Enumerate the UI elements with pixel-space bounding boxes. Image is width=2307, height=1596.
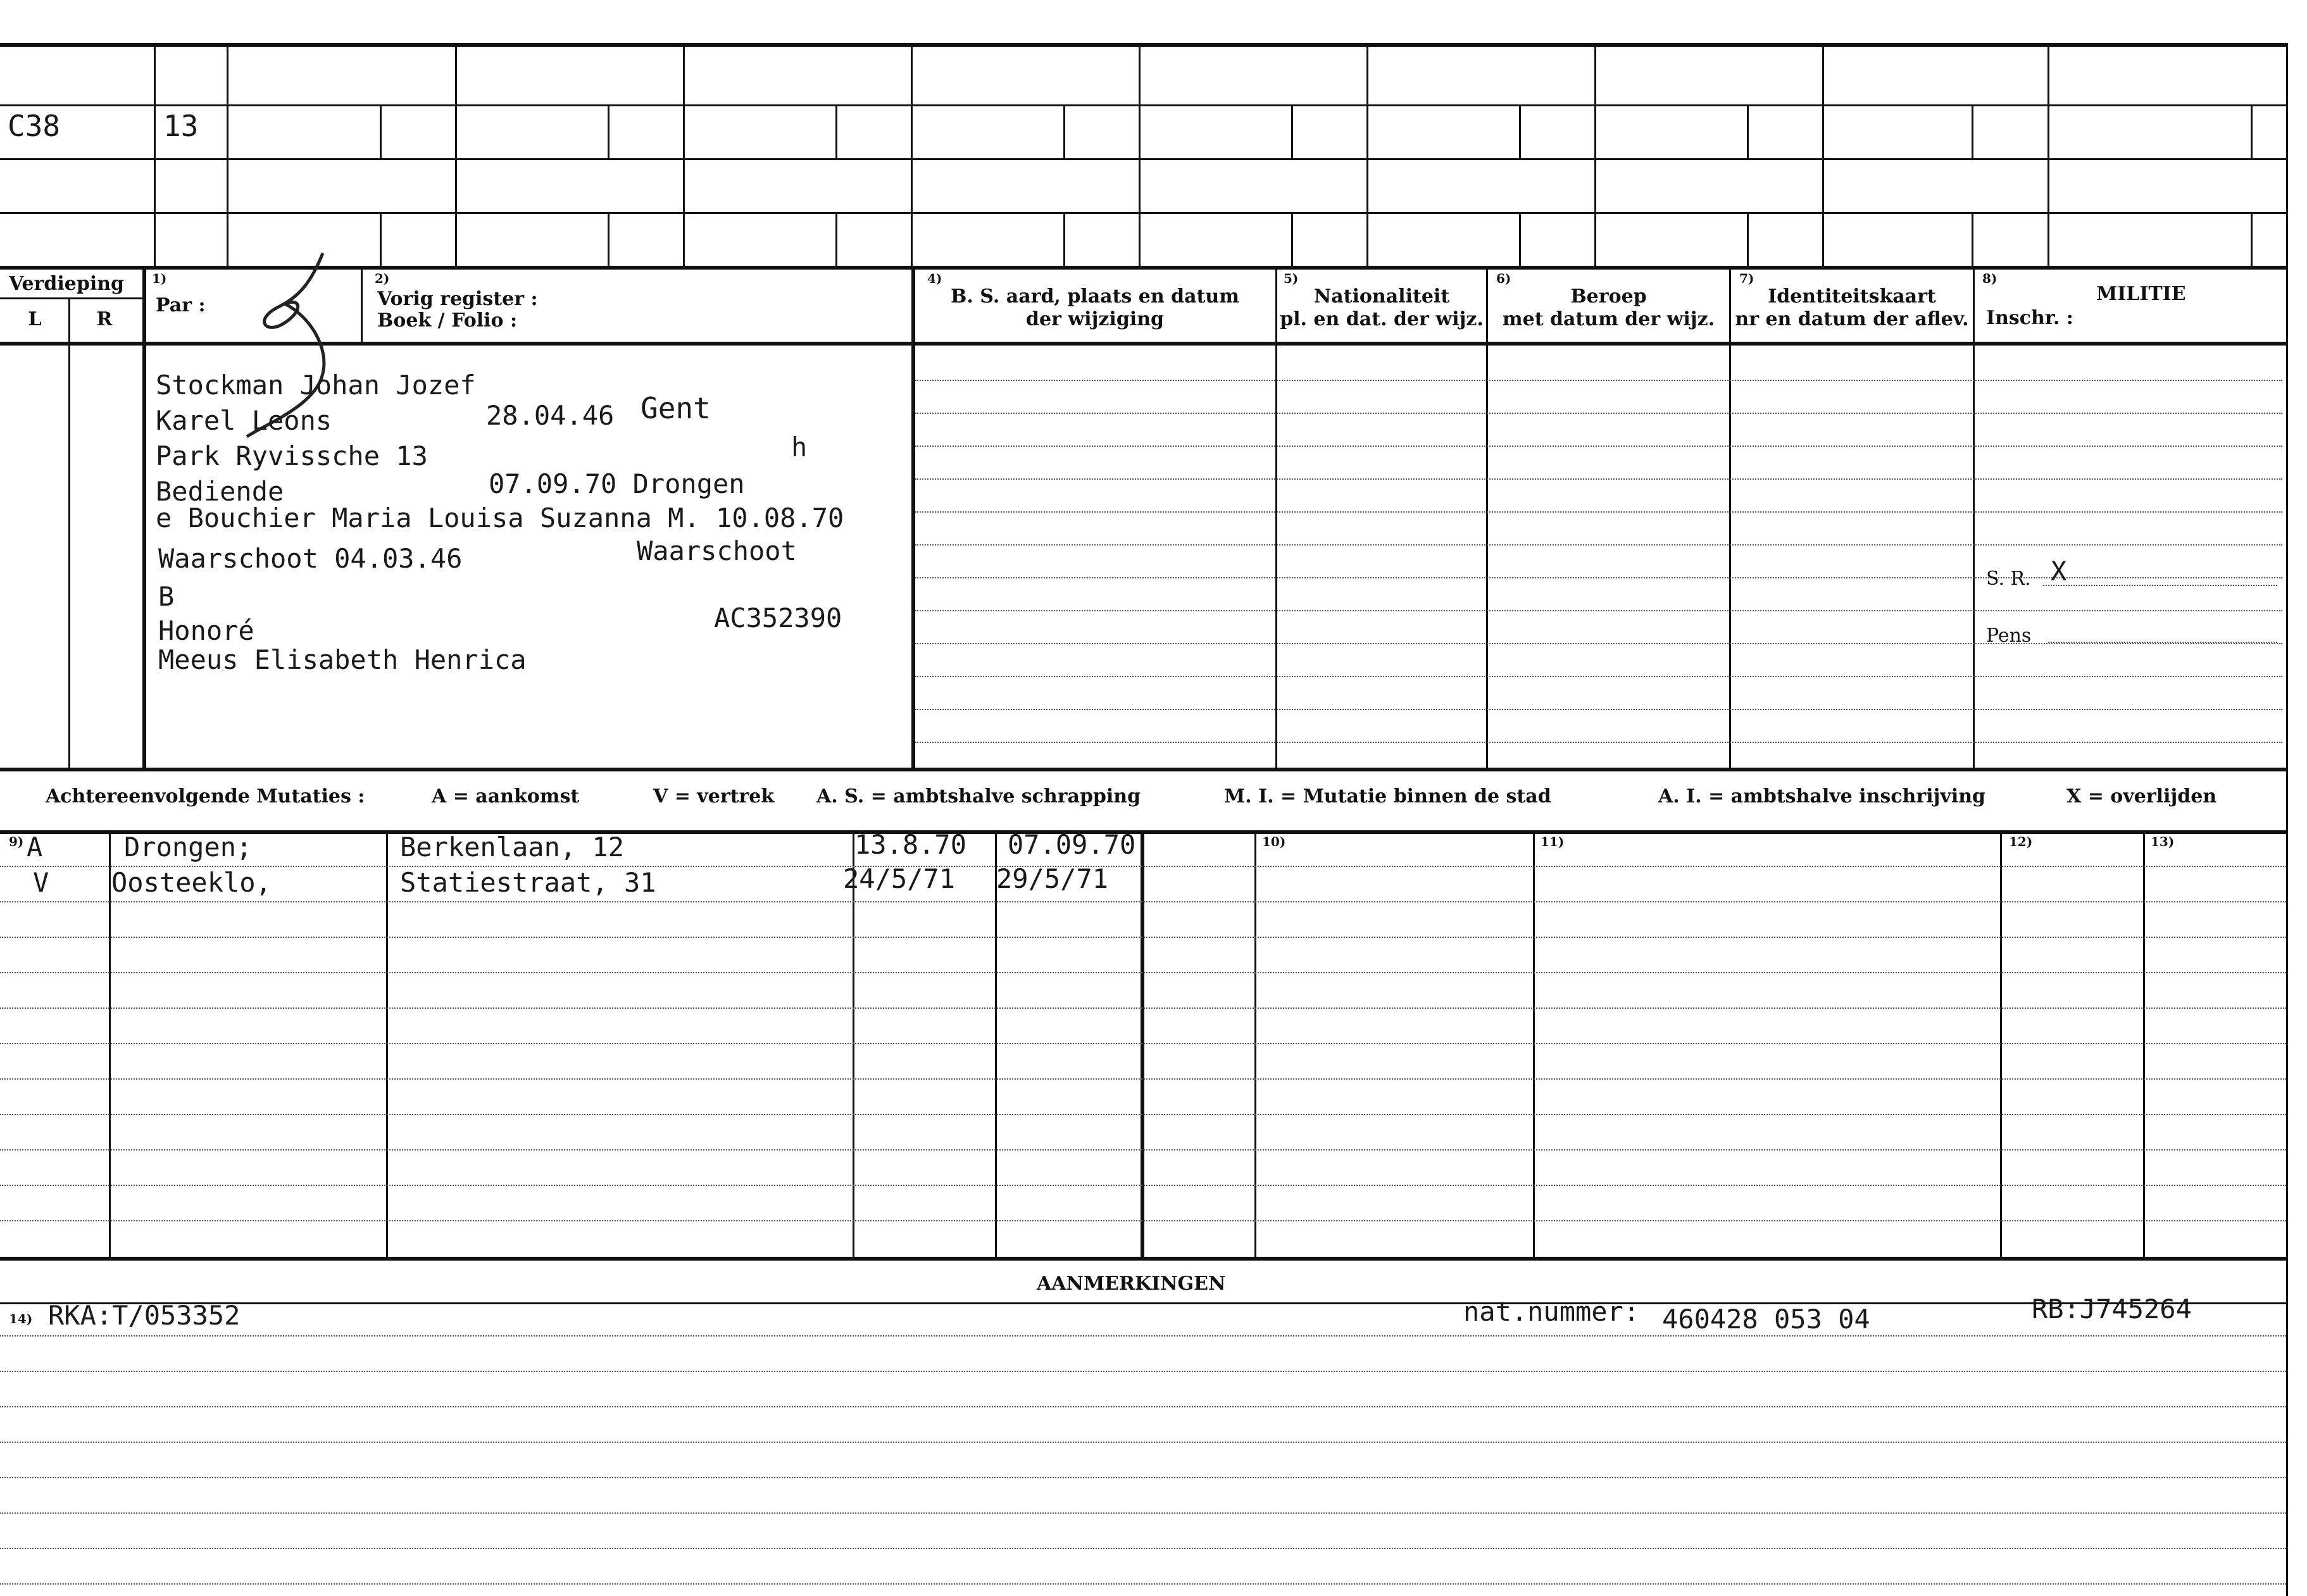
person-line-6b: Waarschoot bbox=[637, 535, 797, 566]
person-line-4a: Bediende bbox=[156, 476, 284, 507]
vorig-register-label: Vorig register : bbox=[377, 288, 538, 310]
field-number-8: 8) bbox=[1982, 271, 1998, 286]
pens-label: Pens bbox=[1986, 625, 2032, 647]
legend-a: A = aankomst bbox=[432, 785, 580, 807]
mutatie-type: V bbox=[33, 867, 49, 898]
sr-value: X bbox=[2051, 556, 2067, 587]
par-label: Par : bbox=[156, 294, 206, 316]
person-line-4b: 07.09.70 Drongen bbox=[489, 468, 745, 499]
field-number-2: 2) bbox=[375, 271, 390, 286]
person-line-7: B bbox=[158, 581, 175, 612]
bs-label-2: der wijziging bbox=[1026, 308, 1164, 330]
person-line-6a: Waarschoot 04.03.46 bbox=[158, 543, 463, 574]
militie-label: MILITIE bbox=[2096, 283, 2186, 305]
col-number-10: 10) bbox=[1262, 834, 1286, 849]
nationaliteit-label-1: Nationaliteit bbox=[1313, 285, 1450, 308]
boek-folio-label: Boek / Folio : bbox=[377, 309, 518, 332]
identiteitskaart-label-1: Identiteitskaart bbox=[1768, 285, 1936, 308]
top-cell-2: 13 bbox=[163, 109, 199, 143]
person-line-3b: h bbox=[791, 432, 808, 463]
beroep-label-1: Beroep bbox=[1570, 285, 1647, 308]
mutatie-address: Berkenlaan, 12 bbox=[400, 832, 625, 863]
identiteitskaart-label-2: nr en datum der aflev. bbox=[1735, 308, 1969, 330]
sr-label: S. R. bbox=[1986, 568, 2031, 590]
nat-nummer-value: 460428 053 04 bbox=[1662, 1304, 1870, 1335]
r-label: R bbox=[96, 308, 113, 330]
field-number-1: 1) bbox=[152, 271, 167, 286]
person-line-8a: Honoré bbox=[158, 615, 254, 646]
mutatie-type: A bbox=[27, 832, 43, 863]
field-number-6: 6) bbox=[1496, 271, 1511, 286]
col-number-9: 9) bbox=[9, 834, 24, 849]
mutatie-date-2: 07.09.70 bbox=[1008, 829, 1136, 860]
beroep-label-2: met datum der wijz. bbox=[1502, 308, 1715, 330]
person-line-9: Meeus Elisabeth Henrica bbox=[158, 644, 527, 675]
mutaties-title: Achtereenvolgende Mutaties : bbox=[46, 785, 365, 807]
nationaliteit-label-2: pl. en dat. der wijz. bbox=[1280, 308, 1484, 330]
l-label: L bbox=[28, 308, 42, 330]
col-number-12: 12) bbox=[2009, 834, 2033, 849]
mutatie-address: Statiestraat, 31 bbox=[400, 867, 656, 898]
field-number-5: 5) bbox=[1284, 271, 1299, 286]
col-number-13: 13) bbox=[2151, 834, 2175, 849]
field-number-4: 4) bbox=[927, 271, 942, 286]
field-number-7: 7) bbox=[1739, 271, 1754, 286]
person-line-2a: Karel Leons bbox=[156, 405, 332, 436]
field-number-14: 14) bbox=[9, 1311, 33, 1326]
person-line-1: Stockman Johan Jozef bbox=[156, 370, 476, 401]
legend-as: A. S. = ambtshalve schrapping bbox=[816, 785, 1141, 807]
person-line-3a: Park Ryvissche 13 bbox=[156, 440, 428, 471]
legend-mi: M. I. = Mutatie binnen de stad bbox=[1224, 785, 1551, 807]
nat-nummer-label: nat.nummer: bbox=[1463, 1296, 1640, 1327]
legend-v: V = vertrek bbox=[653, 785, 775, 807]
mutatie-date-1: 24/5/71 bbox=[843, 863, 956, 894]
top-cell-1: C38 bbox=[8, 109, 61, 143]
aanmerkingen-title: AANMERKINGEN bbox=[1037, 1273, 1226, 1295]
mutatie-date-2: 29/5/71 bbox=[996, 863, 1109, 894]
person-line-2c: Gent bbox=[641, 391, 711, 425]
person-line-5: e Bouchier Maria Louisa Suzanna M. 10.08.70 bbox=[156, 502, 844, 533]
rka-number: RKA:T/053352 bbox=[48, 1300, 241, 1331]
inschr-label: Inschr. : bbox=[1986, 307, 2073, 329]
person-line-8b: AC352390 bbox=[714, 602, 842, 633]
mutatie-date-1: 13.8.70 bbox=[854, 829, 967, 860]
legend-x: X = overlijden bbox=[2066, 785, 2217, 807]
col-number-11: 11) bbox=[1541, 834, 1565, 849]
bs-label-1: B. S. aard, plaats en datum bbox=[951, 285, 1239, 308]
legend-ai: A. I. = ambtshalve inschrijving bbox=[1658, 785, 1986, 807]
mutatie-place: Oosteeklo, bbox=[111, 867, 272, 898]
person-line-2b: 28.04.46 bbox=[486, 400, 615, 431]
mutatie-place: Drongen; bbox=[124, 832, 253, 863]
verdieping-label: Verdieping bbox=[9, 273, 125, 295]
rb-number: RB:J745264 bbox=[2032, 1294, 2192, 1325]
